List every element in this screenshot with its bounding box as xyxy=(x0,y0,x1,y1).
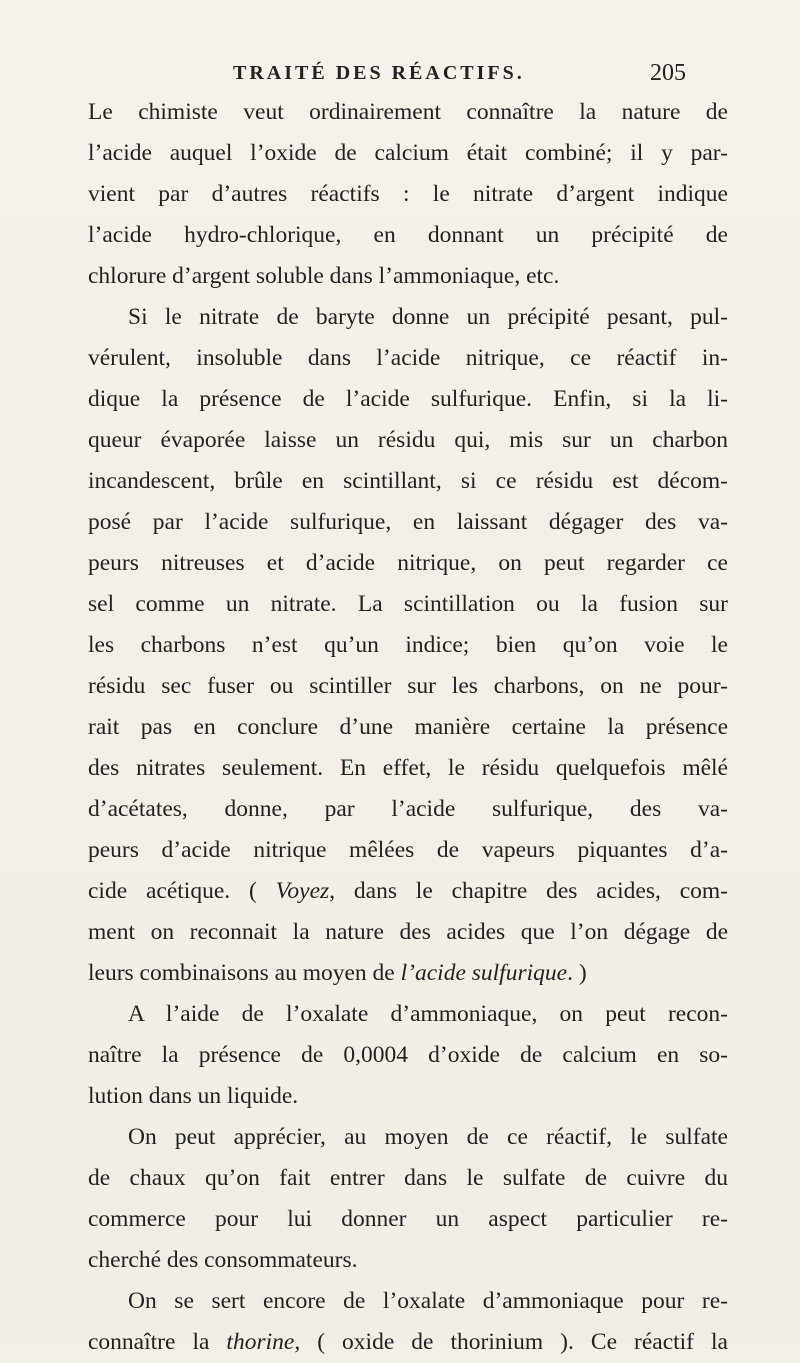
text-line: ment on reconnait la nature des acides que l’on dégage de xyxy=(88,919,728,945)
text-line: sel comme un nitrate. La scintillation ou la fusion sur xyxy=(88,591,728,617)
text-line: de chaux qu’on fait entrer dans le sulfate de cuivre du xyxy=(88,1165,728,1191)
text-line: rait pas en conclure d’une manière certaine la présence xyxy=(88,714,728,740)
text-line: Le chimiste veut ordinairement connaître la nature de xyxy=(88,99,728,125)
body-text xyxy=(88,92,728,1363)
text-line: les charbons n’est qu’un indice; bien qu’on voie le xyxy=(88,632,728,658)
text-line: leurs combinaisons au moyen de l’acide sulfurique. ) xyxy=(88,960,587,986)
text-line: l’acide auquel l’oxide de calcium était combiné; il y par- xyxy=(88,140,728,166)
text-line: l’acide hydro-chlorique, en donnant un précipité de xyxy=(88,222,728,248)
text-line: On se sert encore de l’oxalate d’ammoniaque pour re- xyxy=(128,1288,728,1314)
text-line: connaître la thorine, ( oxide de thorinium ). Ce réactif la xyxy=(88,1329,728,1355)
text-line: queur évaporée laisse un résidu qui, mis sur un charbon xyxy=(88,427,728,453)
text-line: incandescent, brûle en scintillant, si ce résidu est décom- xyxy=(88,468,728,494)
page-number: 205 xyxy=(650,60,686,86)
text-line: peurs nitreuses et d’acide nitrique, on peut regarder ce xyxy=(88,550,728,576)
text-line: A l’aide de l’oxalate d’ammoniaque, on peut recon- xyxy=(128,1001,728,1027)
page-header xyxy=(0,62,800,92)
text-line: commerce pour lui donner un aspect particulier re- xyxy=(88,1206,728,1232)
text-line: résidu sec fuser ou scintiller sur les charbons, on ne pour- xyxy=(88,673,728,699)
running-title: TRAITÉ DES RÉACTIFS. xyxy=(233,62,525,84)
text-line: cherché des consommateurs. xyxy=(88,1247,358,1273)
text-line: dique la présence de l’acide sulfurique. Enfin, si la li- xyxy=(88,386,728,412)
text-line: Si le nitrate de baryte donne un précipité pesant, pul- xyxy=(128,304,728,330)
text-line: d’acétates, donne, par l’acide sulfurique, des va- xyxy=(88,796,728,822)
text-line: lution dans un liquide. xyxy=(88,1083,299,1109)
text-line: des nitrates seulement. En effet, le résidu quelquefois mêlé xyxy=(88,755,728,781)
text-line: chlorure d’argent soluble dans l’ammoniaque, etc. xyxy=(88,263,560,289)
text-line: naître la présence de 0,0004 d’oxide de calcium en so- xyxy=(88,1042,728,1068)
text-line: On peut apprécier, au moyen de ce réactif, le sulfate xyxy=(128,1124,728,1150)
text-line: vient par d’autres réactifs : le nitrate d’argent indique xyxy=(88,181,728,207)
text-line: posé par l’acide sulfurique, en laissant dégager des va- xyxy=(88,509,728,535)
text-line: vérulent, insoluble dans l’acide nitrique, ce réactif in- xyxy=(88,345,728,371)
text-line: cide acétique. ( Voyez, dans le chapitre des acides, com- xyxy=(88,878,728,904)
text-line: peurs d’acide nitrique mêlées de vapeurs piquantes d’a- xyxy=(88,837,728,863)
